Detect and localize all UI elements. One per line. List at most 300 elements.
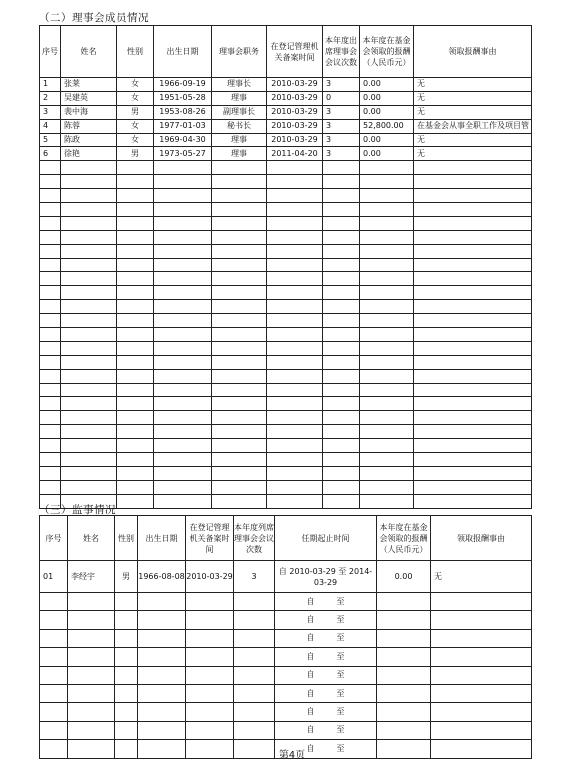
empty-cell xyxy=(267,244,323,258)
board-header-cell: 性别 xyxy=(117,26,154,78)
table-row xyxy=(40,147,532,161)
empty-cell xyxy=(61,258,117,272)
table-cell: 男 xyxy=(117,147,154,161)
empty-cell xyxy=(117,272,154,286)
term-to-label: 至 xyxy=(336,688,345,698)
empty-cell xyxy=(61,203,117,217)
empty-cell xyxy=(267,453,323,467)
empty-cell xyxy=(414,397,532,411)
empty-cell xyxy=(40,244,61,258)
empty-cell xyxy=(115,703,138,721)
empty-cell xyxy=(115,648,138,666)
empty-cell xyxy=(377,593,431,611)
empty-cell xyxy=(154,355,212,369)
empty-cell xyxy=(414,286,532,300)
empty-row xyxy=(40,203,532,217)
term-from-label: 自 xyxy=(306,725,315,735)
table-cell: 2010-03-29 xyxy=(267,133,323,147)
empty-cell xyxy=(414,411,532,425)
table-cell: 2010-03-29 xyxy=(186,561,234,593)
table-cell: 无 xyxy=(414,133,532,147)
empty-row xyxy=(40,328,532,342)
empty-cell xyxy=(117,328,154,342)
table-cell: 2 xyxy=(40,91,61,105)
empty-cell xyxy=(360,466,414,480)
table-cell: 0.00 xyxy=(360,91,414,105)
empty-cell xyxy=(40,286,61,300)
table-cell: 0 xyxy=(323,91,360,105)
empty-cell xyxy=(40,453,61,467)
empty-cell xyxy=(40,161,61,175)
empty-cell xyxy=(117,341,154,355)
empty-cell xyxy=(154,203,212,217)
empty-cell xyxy=(61,314,117,328)
empty-cell xyxy=(61,466,117,480)
empty-cell xyxy=(212,300,267,314)
empty-cell xyxy=(212,397,267,411)
empty-cell xyxy=(40,466,61,480)
term-from-label: 自 xyxy=(306,670,315,680)
empty-cell xyxy=(234,684,275,702)
empty-cell xyxy=(117,383,154,397)
supervisors-header-cell: 在登记管理机关备案时间 xyxy=(186,516,234,561)
empty-cell xyxy=(154,397,212,411)
empty-cell xyxy=(323,383,360,397)
empty-cell xyxy=(212,258,267,272)
table-cell: 3 xyxy=(40,105,61,119)
empty-cell xyxy=(40,341,61,355)
term-to-label: 至 xyxy=(336,615,345,625)
empty-cell xyxy=(154,480,212,494)
empty-cell xyxy=(117,203,154,217)
empty-cell xyxy=(61,425,117,439)
supervisors-header-cell: 姓名 xyxy=(68,516,115,561)
empty-cell xyxy=(154,453,212,467)
empty-row xyxy=(40,230,532,244)
term-from-label: 自 xyxy=(306,707,315,717)
empty-cell xyxy=(138,611,186,629)
empty-cell xyxy=(414,341,532,355)
empty-cell xyxy=(431,666,532,684)
empty-cell xyxy=(267,355,323,369)
table-cell: 1966-09-19 xyxy=(154,78,212,92)
empty-cell xyxy=(212,341,267,355)
table-cell: 理事长 xyxy=(212,78,267,92)
table-row xyxy=(40,119,532,133)
empty-row xyxy=(40,439,532,453)
empty-cell xyxy=(68,593,115,611)
empty-cell xyxy=(414,383,532,397)
empty-cell xyxy=(212,411,267,425)
empty-cell xyxy=(323,328,360,342)
empty-row xyxy=(40,341,532,355)
empty-cell xyxy=(431,703,532,721)
empty-cell xyxy=(360,425,414,439)
empty-cell xyxy=(154,369,212,383)
table-cell: 1 xyxy=(40,78,61,92)
empty-cell xyxy=(40,230,61,244)
table-cell: 女 xyxy=(117,78,154,92)
empty-cell xyxy=(323,300,360,314)
table-cell: 1977-01-03 xyxy=(154,119,212,133)
table-cell: 1973-05-27 xyxy=(154,147,212,161)
empty-row xyxy=(40,703,532,721)
empty-cell xyxy=(117,425,154,439)
empty-cell xyxy=(212,453,267,467)
empty-cell xyxy=(323,203,360,217)
empty-cell xyxy=(154,216,212,230)
empty-cell xyxy=(360,161,414,175)
empty-cell xyxy=(323,411,360,425)
empty-cell xyxy=(117,230,154,244)
empty-cell xyxy=(234,703,275,721)
empty-cell xyxy=(267,369,323,383)
empty-cell xyxy=(360,494,414,508)
empty-cell xyxy=(154,341,212,355)
empty-cell xyxy=(61,161,117,175)
empty-cell xyxy=(61,439,117,453)
empty-cell xyxy=(267,314,323,328)
supervisors-header-cell: 本年度列席理事会会议次数 xyxy=(234,516,275,561)
empty-row xyxy=(40,397,532,411)
empty-cell xyxy=(117,397,154,411)
empty-cell xyxy=(154,314,212,328)
empty-row xyxy=(40,721,532,739)
empty-cell xyxy=(267,300,323,314)
empty-cell xyxy=(212,216,267,230)
board-header-cell: 姓名 xyxy=(61,26,117,78)
table-cell: 自 2010-03-29 至 2014-03-29 xyxy=(275,561,377,593)
board-header-cell: 出生日期 xyxy=(154,26,212,78)
empty-cell xyxy=(40,369,61,383)
table-cell: 3 xyxy=(323,133,360,147)
term-from-label: 自 xyxy=(306,615,315,625)
empty-cell xyxy=(414,355,532,369)
table-cell: 0.00 xyxy=(360,105,414,119)
empty-cell xyxy=(186,721,234,739)
empty-cell xyxy=(117,258,154,272)
empty-cell xyxy=(61,453,117,467)
table-cell: 无 xyxy=(414,91,532,105)
table-cell: 3 xyxy=(234,561,275,593)
empty-cell xyxy=(323,286,360,300)
table-cell: 4 xyxy=(40,119,61,133)
term-cell xyxy=(275,611,377,629)
empty-row xyxy=(40,300,532,314)
table-cell: 徐艳 xyxy=(61,147,117,161)
empty-cell xyxy=(154,258,212,272)
empty-cell xyxy=(154,494,212,508)
empty-cell xyxy=(431,684,532,702)
board-header-row xyxy=(40,26,532,78)
empty-cell xyxy=(117,216,154,230)
empty-cell xyxy=(414,369,532,383)
empty-cell xyxy=(377,721,431,739)
empty-cell xyxy=(267,286,323,300)
empty-cell xyxy=(267,494,323,508)
empty-row xyxy=(40,175,532,189)
empty-cell xyxy=(323,216,360,230)
empty-cell xyxy=(117,369,154,383)
table-cell: 男 xyxy=(117,105,154,119)
table-cell: 2010-03-29 xyxy=(267,78,323,92)
empty-cell xyxy=(40,593,68,611)
empty-cell xyxy=(323,466,360,480)
empty-cell xyxy=(40,328,61,342)
empty-cell xyxy=(360,300,414,314)
supervisors-header-cell: 序号 xyxy=(40,516,68,561)
empty-cell xyxy=(267,272,323,286)
empty-cell xyxy=(234,629,275,647)
empty-cell xyxy=(377,629,431,647)
empty-cell xyxy=(40,300,61,314)
empty-cell xyxy=(212,230,267,244)
empty-cell xyxy=(68,666,115,684)
board-section-title: （二）理事会成员情况 xyxy=(39,12,149,24)
empty-cell xyxy=(360,314,414,328)
empty-cell xyxy=(360,355,414,369)
supervisors-header-cell: 任期起止时间 xyxy=(275,516,377,561)
empty-cell xyxy=(323,439,360,453)
empty-cell xyxy=(154,411,212,425)
empty-cell xyxy=(234,666,275,684)
table-cell: 3 xyxy=(323,147,360,161)
table-cell: 副理事长 xyxy=(212,105,267,119)
empty-cell xyxy=(414,258,532,272)
table-cell: 陈蓉 xyxy=(61,119,117,133)
term-cell xyxy=(275,684,377,702)
empty-cell xyxy=(40,629,68,647)
empty-cell xyxy=(414,439,532,453)
empty-cell xyxy=(267,480,323,494)
table-cell: 1953-08-26 xyxy=(154,105,212,119)
empty-cell xyxy=(414,328,532,342)
empty-row xyxy=(40,244,532,258)
empty-cell xyxy=(267,328,323,342)
empty-row xyxy=(40,272,532,286)
empty-cell xyxy=(267,258,323,272)
table-cell: 3 xyxy=(323,78,360,92)
empty-cell xyxy=(414,244,532,258)
empty-cell xyxy=(61,216,117,230)
empty-cell xyxy=(212,286,267,300)
empty-cell xyxy=(154,244,212,258)
empty-cell xyxy=(267,175,323,189)
empty-cell xyxy=(323,341,360,355)
empty-cell xyxy=(431,593,532,611)
table-cell: 理事 xyxy=(212,133,267,147)
empty-row xyxy=(40,425,532,439)
empty-cell xyxy=(61,397,117,411)
empty-cell xyxy=(323,425,360,439)
empty-cell xyxy=(360,439,414,453)
empty-cell xyxy=(117,175,154,189)
term-to-label: 至 xyxy=(336,743,345,753)
empty-row xyxy=(40,466,532,480)
table-cell: 2011-04-20 xyxy=(267,147,323,161)
empty-cell xyxy=(414,314,532,328)
empty-cell xyxy=(414,161,532,175)
supervisors-header-cell: 领取报酬事由 xyxy=(431,516,532,561)
empty-cell xyxy=(68,648,115,666)
empty-cell xyxy=(212,244,267,258)
empty-cell xyxy=(414,453,532,467)
empty-cell xyxy=(186,666,234,684)
page-number: 第4页 xyxy=(278,750,306,761)
empty-cell xyxy=(186,593,234,611)
term-cell xyxy=(275,721,377,739)
empty-cell xyxy=(323,272,360,286)
empty-cell xyxy=(212,494,267,508)
empty-cell xyxy=(323,453,360,467)
empty-cell xyxy=(414,480,532,494)
empty-cell xyxy=(212,369,267,383)
empty-cell xyxy=(360,369,414,383)
empty-cell xyxy=(360,480,414,494)
empty-cell xyxy=(154,286,212,300)
empty-cell xyxy=(234,593,275,611)
empty-cell xyxy=(267,203,323,217)
empty-cell xyxy=(117,286,154,300)
term-from-label: 自 xyxy=(306,633,315,643)
empty-cell xyxy=(212,425,267,439)
empty-cell xyxy=(377,611,431,629)
term-to-label: 至 xyxy=(336,633,345,643)
supervisor-header-row xyxy=(40,516,532,561)
empty-row xyxy=(40,593,532,611)
table-cell: 在基金会从事全职工作及项目管 xyxy=(414,119,532,133)
board-header-cell: 理事会职务 xyxy=(212,26,267,78)
board-header-cell: 在登记管理机关备案时间 xyxy=(267,26,323,78)
table-row xyxy=(40,91,532,105)
empty-cell xyxy=(154,175,212,189)
empty-cell xyxy=(186,611,234,629)
empty-cell xyxy=(267,161,323,175)
empty-cell xyxy=(61,383,117,397)
empty-cell xyxy=(267,397,323,411)
empty-cell xyxy=(40,272,61,286)
empty-cell xyxy=(115,684,138,702)
empty-cell xyxy=(40,703,68,721)
empty-cell xyxy=(40,314,61,328)
empty-cell xyxy=(154,425,212,439)
empty-cell xyxy=(40,216,61,230)
empty-cell xyxy=(377,684,431,702)
empty-cell xyxy=(431,629,532,647)
empty-row xyxy=(40,355,532,369)
empty-cell xyxy=(117,453,154,467)
empty-cell xyxy=(61,369,117,383)
term-from-label: 自 xyxy=(306,688,315,698)
empty-cell xyxy=(40,189,61,203)
empty-cell xyxy=(40,383,61,397)
empty-row xyxy=(40,314,532,328)
empty-cell xyxy=(323,244,360,258)
empty-cell xyxy=(212,203,267,217)
empty-cell xyxy=(40,721,68,739)
empty-cell xyxy=(414,189,532,203)
empty-cell xyxy=(138,629,186,647)
table-row xyxy=(40,105,532,119)
table-cell: 无 xyxy=(414,147,532,161)
empty-cell xyxy=(431,721,532,739)
empty-cell xyxy=(234,648,275,666)
empty-cell xyxy=(61,341,117,355)
table-cell: 3 xyxy=(323,119,360,133)
empty-cell xyxy=(154,272,212,286)
empty-cell xyxy=(154,300,212,314)
empty-cell xyxy=(360,286,414,300)
table-cell: 无 xyxy=(414,105,532,119)
empty-cell xyxy=(267,466,323,480)
table-cell: 3 xyxy=(323,105,360,119)
empty-cell xyxy=(117,411,154,425)
empty-cell xyxy=(154,466,212,480)
table-cell: 女 xyxy=(117,91,154,105)
empty-cell xyxy=(61,411,117,425)
empty-cell xyxy=(212,189,267,203)
empty-cell xyxy=(212,272,267,286)
empty-cell xyxy=(117,314,154,328)
table-cell: 1966-08-08 xyxy=(138,561,186,593)
empty-cell xyxy=(414,300,532,314)
empty-cell xyxy=(117,355,154,369)
empty-cell xyxy=(414,272,532,286)
empty-cell xyxy=(115,611,138,629)
empty-cell xyxy=(68,611,115,629)
empty-cell xyxy=(40,397,61,411)
table-cell: 01 xyxy=(40,561,68,593)
empty-cell xyxy=(138,666,186,684)
empty-cell xyxy=(68,703,115,721)
empty-cell xyxy=(323,161,360,175)
empty-row xyxy=(40,480,532,494)
empty-cell xyxy=(40,439,61,453)
empty-cell xyxy=(154,383,212,397)
empty-row xyxy=(40,286,532,300)
supervisors-table xyxy=(39,515,532,759)
empty-cell xyxy=(360,411,414,425)
empty-cell xyxy=(61,480,117,494)
table-cell: 2010-03-29 xyxy=(267,91,323,105)
empty-cell xyxy=(212,439,267,453)
empty-cell xyxy=(154,328,212,342)
empty-cell xyxy=(40,258,61,272)
term-cell xyxy=(275,666,377,684)
empty-cell xyxy=(267,216,323,230)
empty-cell xyxy=(186,684,234,702)
supervisors-header-cell: 出生日期 xyxy=(138,516,186,561)
empty-cell xyxy=(61,286,117,300)
empty-cell xyxy=(212,175,267,189)
empty-cell xyxy=(138,648,186,666)
empty-cell xyxy=(40,425,61,439)
empty-cell xyxy=(323,369,360,383)
table-cell: 吴建英 xyxy=(61,91,117,105)
empty-cell xyxy=(234,721,275,739)
empty-cell xyxy=(186,629,234,647)
empty-cell xyxy=(115,721,138,739)
empty-cell xyxy=(61,230,117,244)
empty-row xyxy=(40,383,532,397)
empty-cell xyxy=(267,439,323,453)
empty-cell xyxy=(186,648,234,666)
empty-cell xyxy=(40,175,61,189)
empty-cell xyxy=(40,355,61,369)
table-cell: 52,800.00 xyxy=(360,119,414,133)
empty-cell xyxy=(360,341,414,355)
empty-cell xyxy=(323,397,360,411)
